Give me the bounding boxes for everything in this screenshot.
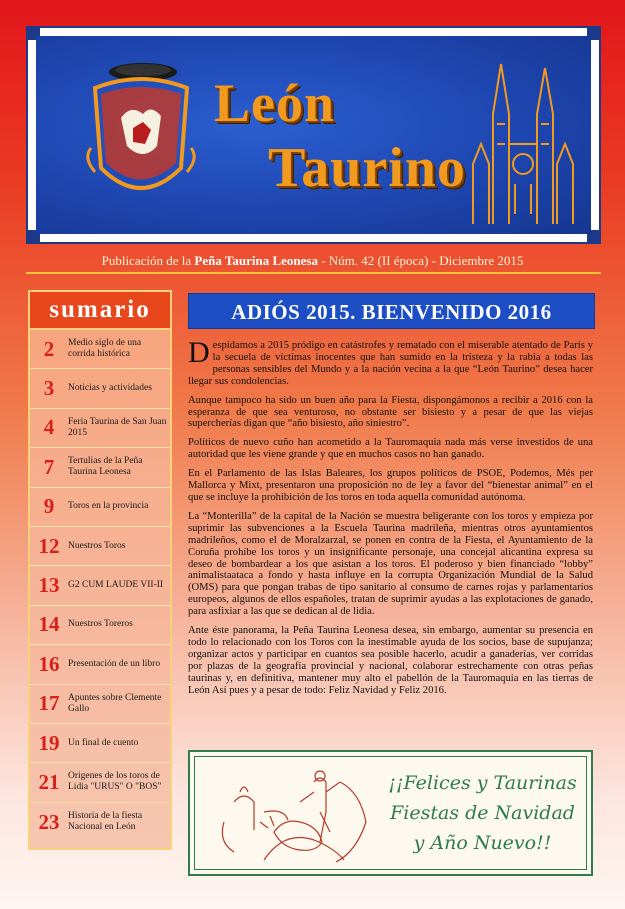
- article-paragraph: Ante éste panorama, la Peña Taurina Leonesa desea, sin embargo, aumentar su presencia en todo lo relacionado con los Toros con la inestimable ayuda de los socios, base de supujanza; organizar actos y participar en cuantos sea posible hacerlo, acudir a ganaderías, ver corridas por plazas de la geografía provincial y nacional, colaborar estrechamente con otras peñas taurinas y, en definitiva, mantener muy alto el pabellón de la Tauromaquia en las tierras de León Así pues y a pesar de todo: Feliz Navidad y Feliz 2016.: [188, 625, 593, 696]
- toc-page-number: 16: [38, 651, 60, 676]
- toc-heading: sumario: [30, 292, 170, 330]
- toc-item[interactable]: [30, 685, 170, 724]
- toc-page-number: 21: [38, 769, 60, 794]
- toc-item[interactable]: [30, 409, 170, 448]
- toc-item-title: Tertulias de la Peña Taurina Leonesa: [68, 456, 143, 478]
- toc-item[interactable]: [30, 606, 170, 645]
- toc-item-title: Apuntes sobre Clemente Gallo: [68, 692, 162, 714]
- masthead: [26, 26, 601, 244]
- toc-item[interactable]: [30, 763, 170, 802]
- toc-item-title: Historia de la fiesta Nacional en León: [68, 811, 143, 833]
- toc-page-number: 14: [38, 612, 60, 637]
- greeting-line: Fiestas de Navidad: [390, 802, 575, 824]
- toc-item[interactable]: [30, 330, 170, 369]
- toc-page-number: 13: [38, 573, 60, 598]
- toc-item-title: Un final de cuento: [68, 737, 139, 748]
- toc-page-number: 12: [38, 533, 60, 558]
- toc-item[interactable]: [30, 527, 170, 566]
- toc-page-number: 7: [43, 454, 55, 479]
- toc-page-number: 3: [43, 376, 55, 401]
- drop-cap: D: [188, 336, 210, 369]
- toc-item-title: Presentación de un libro: [68, 658, 161, 669]
- toc-page-number: 4: [43, 415, 55, 440]
- toc-item[interactable]: [30, 803, 170, 842]
- article-paragraph: La “Monterilla” de la capital de la Nación se muestra beligerante con los toros y empieza por suprimir las subvenciones a la Escuela Taurina madrileña, mientras otros ayuntamientos madrileños, como el de Moralzarzal, se ponen en contra de la Fiesta, el Ayuntamiento de la Coruña prohíbe los toros y un insignificante personaje, una concejal alicantina expresa su deseo de bombardear a los que asistan a los toros. El poderoso y bien financiado “lobby” animalistaataca a fondo y hasta influye en la corrupta Organización Mundial de la Salud (OMS) para que pongan trabas de tipo sanitario al consumo de carnes rojas y parlamentarios europeos, algunos de ellos españoles, tratan de suprimir ayudas a las explotaciones de ganado, para asfixiar a las que se dedican al de lidia.: [188, 510, 593, 618]
- toc-page-number: 17: [38, 691, 60, 716]
- masthead-title-line1: León: [214, 73, 336, 133]
- table-of-contents: [28, 290, 172, 850]
- toc-item-title: Noticias y actividades: [68, 383, 152, 394]
- toc-item-title: Nuestros Toreros: [68, 619, 133, 630]
- toc-item[interactable]: [30, 488, 170, 527]
- article-paragraph: Aunque tampoco ha sido un buen año para la Fiesta, dispongámonos a recibir a 2016 con la esperanza de que sea venturoso, no obstante ser bisiesto y a pesar de que las viejas supercherías digan que “año bisiesto, año siniestro”.: [188, 394, 593, 430]
- crest-logo-icon: [81, 58, 201, 208]
- article-headline: ADIÓS 2015. BIENVENIDO 2016: [188, 293, 595, 329]
- greeting-line: ¡¡Felices y Taurinas: [388, 772, 577, 794]
- greeting-box: [188, 750, 593, 876]
- toc-item[interactable]: [30, 369, 170, 408]
- toc-page-number: 23: [38, 809, 60, 834]
- toc-item-title: Toros en la provincia: [68, 501, 149, 512]
- toc-item-title: G2 CUM LAUDE VII-II: [68, 580, 164, 591]
- article-paragraph: [188, 336, 593, 388]
- toc-item-title: Feria Taurina de San Juan 2015: [68, 416, 167, 438]
- toc-item[interactable]: [30, 448, 170, 487]
- toc-page-number: 9: [43, 494, 55, 519]
- toc-item[interactable]: [30, 724, 170, 763]
- toc-item-title: Origenes de los toros de Lidia "URUS" O "BOS": [68, 771, 162, 793]
- article-paragraph-text: espidamos a 2015 pródigo en catástrofes y rematado con el miserable atentado de París y la secuela de víctimas inocentes que han sumido en la tristeza y la rabia a todas las personas sensibles del Mundo y a la nación vecina a la que “León Taurino” desea hacer llegar sus condolencias.: [188, 340, 593, 387]
- greeting-line: y Año Nuevo!!: [413, 832, 552, 854]
- toc-item-title: Nuestros Toros: [68, 540, 126, 551]
- article-paragraph: Políticos de nuevo cuño han acometido a la Tauromaquia nada más verse investidos de una autoridad que les viene grande y que en muchos casos no han ganado.: [188, 437, 593, 461]
- masthead-banner: [36, 36, 591, 234]
- publication-suffix: - Núm. 42 (II época) - Diciembre 2015: [317, 253, 524, 268]
- bullfighter-illustration-icon: [204, 762, 374, 866]
- toc-page-number: 2: [43, 336, 55, 361]
- toc-page-number: 19: [38, 730, 60, 755]
- toc-item[interactable]: [30, 566, 170, 605]
- publication-org: Peña Taurina Leonesa: [194, 253, 318, 268]
- divider: [26, 272, 601, 274]
- masthead-title-line2: Taurino: [268, 137, 466, 199]
- toc-item[interactable]: [30, 645, 170, 684]
- greeting-text: [380, 768, 585, 858]
- cathedral-icon: [463, 54, 583, 224]
- article-body: [188, 336, 593, 703]
- publication-line: [0, 253, 625, 269]
- article-paragraph: En el Parlamento de las Islas Baleares, los grupos políticos de PSOE, Podemos, Més per Mallorca y Mixt, presentaron una proposición no de ley a favor del “bienestar animal” en el que se incluye la prohibición de los toros en toda aquella comunidad autónoma.: [188, 468, 593, 503]
- toc-item-title: Medio siglo de una corrida histórica: [68, 338, 142, 360]
- publication-prefix: Publicación de la: [101, 253, 195, 268]
